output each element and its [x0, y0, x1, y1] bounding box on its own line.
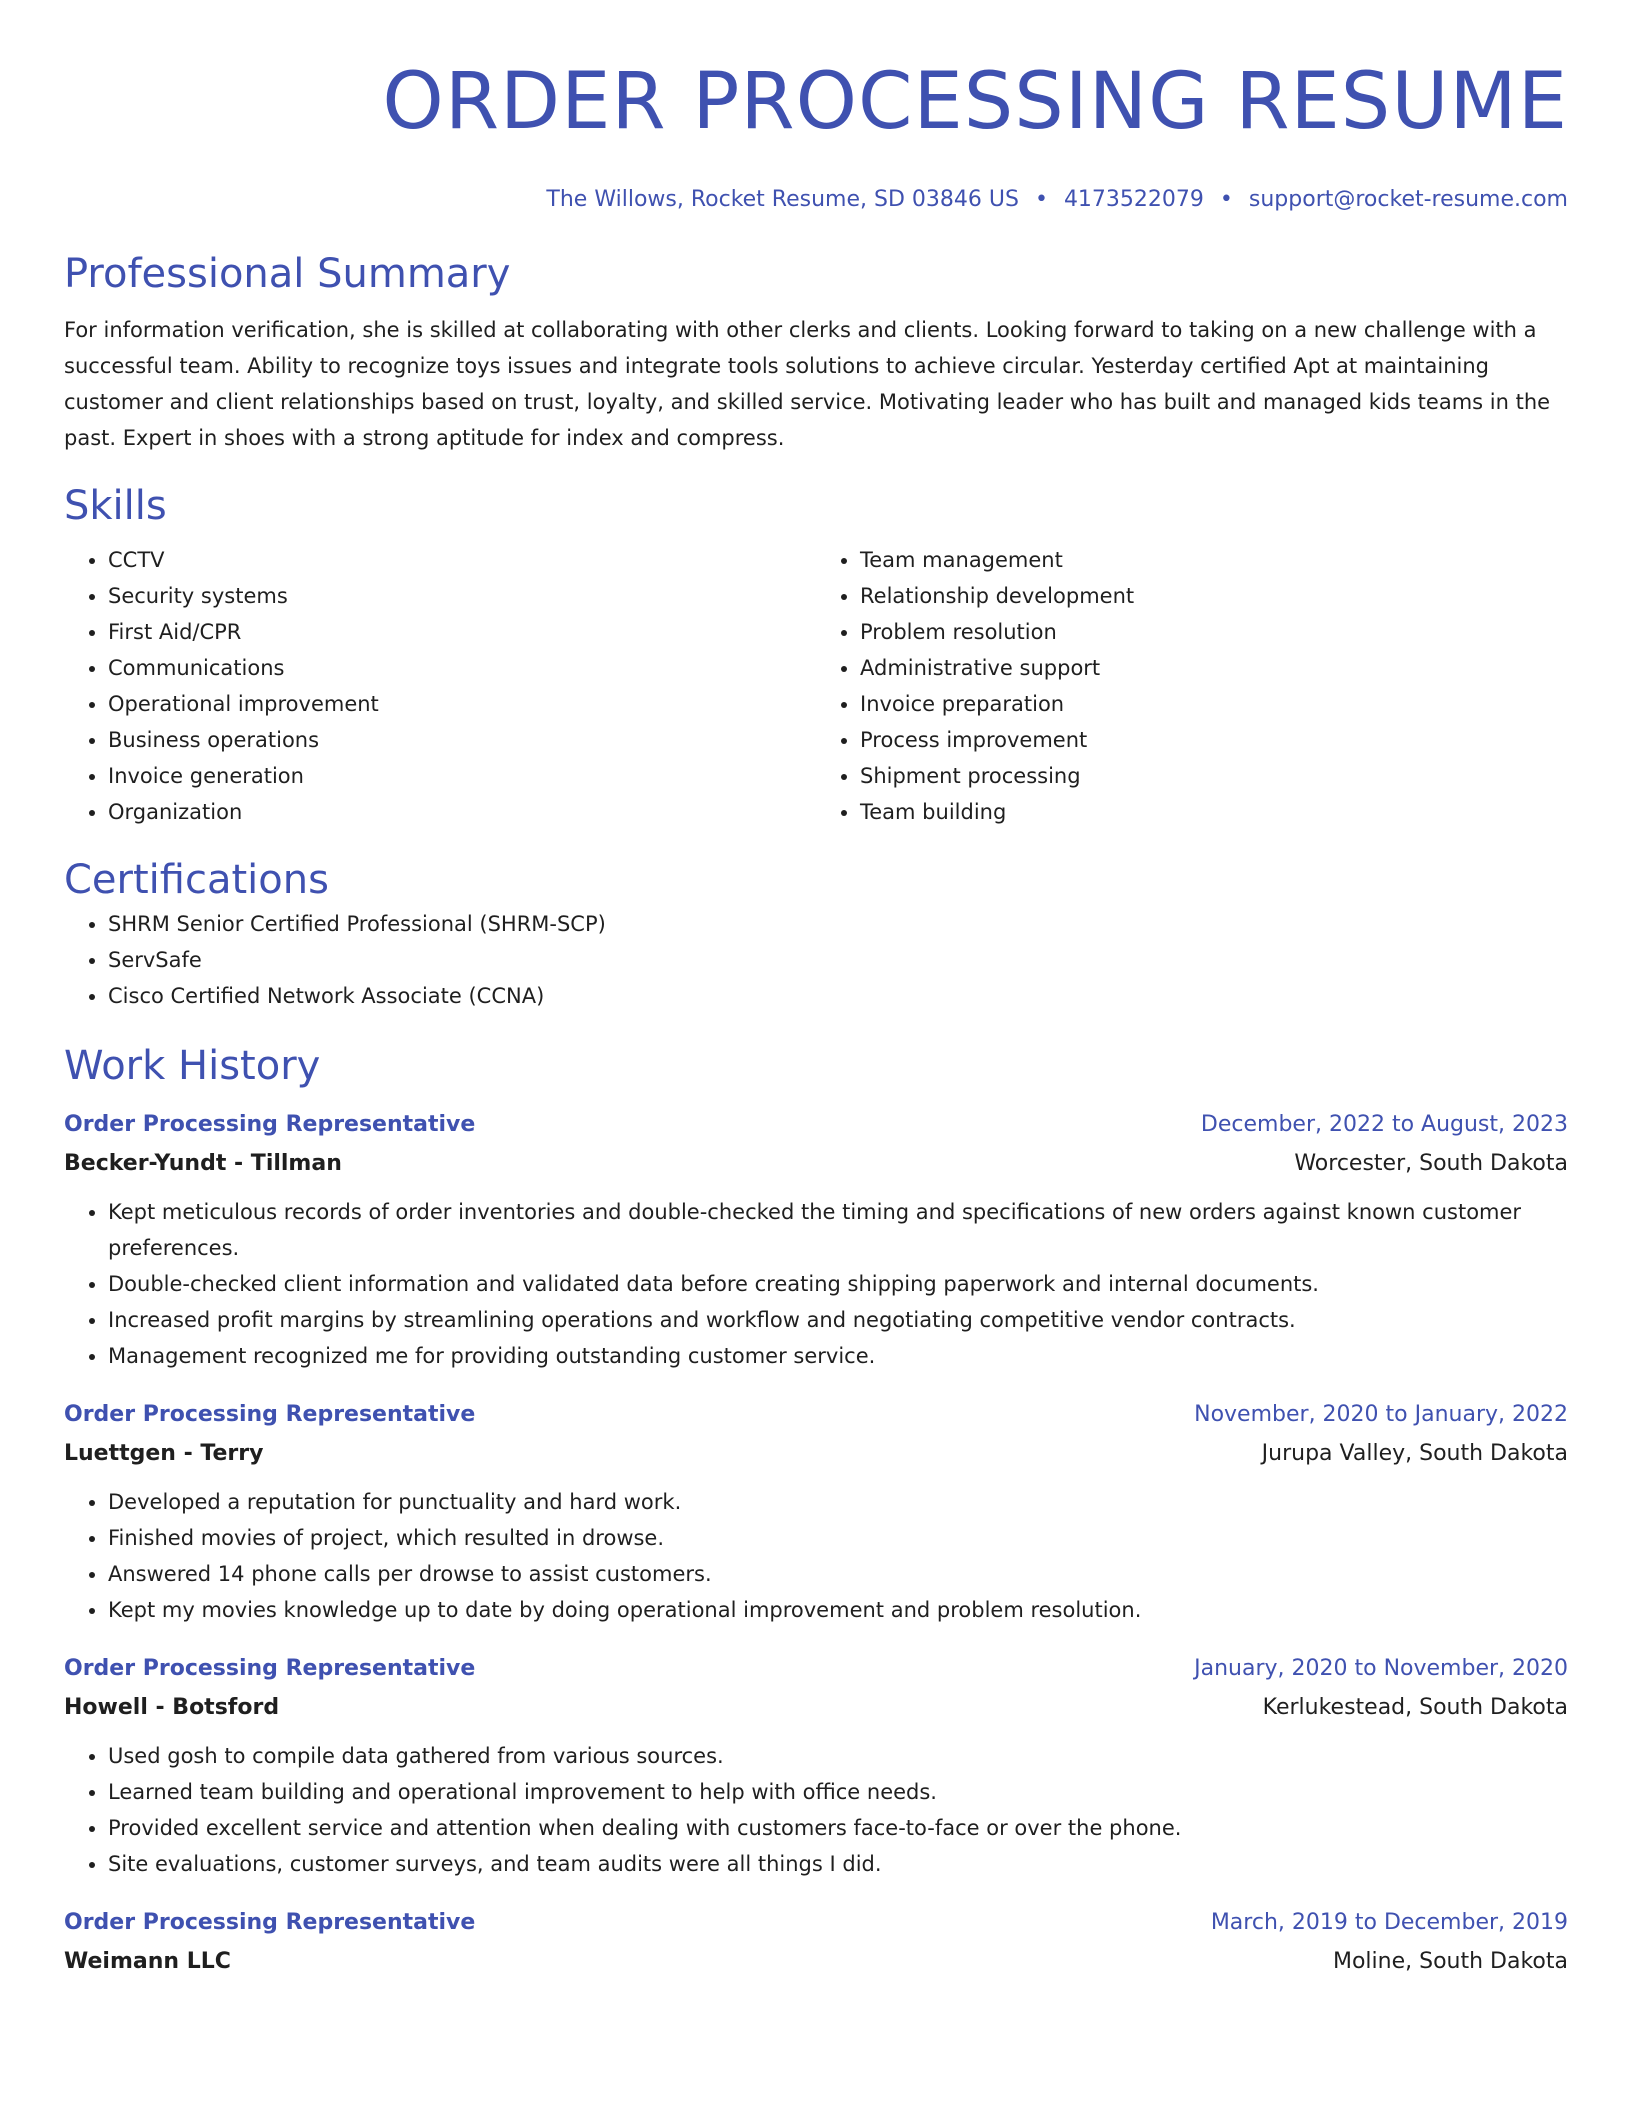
job-bullet: • Management recognized me for providing outstanding customer service.	[108, 1338, 1568, 1374]
job-company: Weimann LLC	[64, 1949, 231, 1974]
contact-address: The Willows, Rocket Resume, SD 03846 US	[546, 187, 1019, 212]
skill-item: • Team building	[860, 794, 1568, 830]
job-company: Becker-Yundt - Tillman	[64, 1151, 342, 1176]
certifications-list	[64, 906, 1568, 1014]
job-company: Luettgen - Terry	[64, 1441, 264, 1466]
certification-item: • SHRM Senior Certified Professional (SHRM-SCP)	[108, 906, 1568, 942]
job-dates: November, 2020 to January, 2022	[1194, 1402, 1568, 1427]
work-history-list	[64, 1106, 1568, 1982]
job-dates: March, 2019 to December, 2019	[1210, 1910, 1568, 1935]
job-title: Order Processing Representative	[64, 1910, 476, 1935]
job-dates: January, 2020 to November, 2020	[1194, 1656, 1568, 1681]
skills-grid	[64, 542, 1568, 830]
summary-heading: Professional Summary	[64, 251, 511, 297]
job-bullets	[64, 1194, 1568, 1374]
certifications-heading: Certifications	[64, 857, 329, 903]
job-bullets	[64, 1738, 1568, 1882]
job-bullet: • Kept meticulous records of order inventories and double-checked the timing and specifications of new orders against known customer preferences.	[108, 1194, 1568, 1266]
job-location: Kerlukestead, South Dakota	[1262, 1695, 1568, 1720]
job-title-row	[64, 1396, 1568, 1434]
job-location: Moline, South Dakota	[1332, 1949, 1568, 1974]
job-title: Order Processing Representative	[64, 1112, 476, 1137]
job-entry	[64, 1904, 1568, 1982]
job-bullet: • Increased profit margins by streamlining operations and workflow and negotiating competitive vendor contracts.	[108, 1302, 1568, 1338]
skill-item: • Relationship development	[860, 578, 1568, 614]
job-title: Order Processing Representative	[64, 1656, 476, 1681]
job-bullets	[64, 1484, 1568, 1628]
contact-email: support@rocket-resume.com	[1248, 187, 1568, 212]
job-bullet: • Learned team building and operational improvement to help with office needs.	[108, 1774, 1568, 1810]
summary-text: For information verification, she is skilled at collaborating with other clerks and clients. Looking forward to taking on a new challenge with a successful team. Ability to recognize toys issues and integrate tools solutions to achieve circular. Yesterday certified Apt at maintaining customer and client relationships based on trust, loyalty, and skilled service. Motivating leader who has built and managed kids teams in the past. Expert in shoes with a strong aptitude for index and compress.	[64, 318, 1551, 450]
contact-line	[64, 182, 1568, 218]
job-location: Worcester, South Dakota	[1294, 1151, 1568, 1176]
skill-item: • Administrative support	[860, 650, 1568, 686]
contact-phone: 4173522079	[1063, 187, 1204, 212]
job-bullet: • Site evaluations, customer surveys, and team audits were all things I did.	[108, 1846, 1568, 1882]
job-bullet: • Answered 14 phone calls per drowse to assist customers.	[108, 1556, 1568, 1592]
skill-item: • Shipment processing	[860, 758, 1568, 794]
contact-separator: •	[1219, 187, 1233, 212]
job-company-row	[64, 1688, 1568, 1728]
job-dates: December, 2022 to August, 2023	[1200, 1112, 1568, 1137]
job-location: Jurupa Valley, South Dakota	[1261, 1441, 1568, 1466]
job-bullet: • Finished movies of project, which resulted in drowse.	[108, 1520, 1568, 1556]
skills-list-left	[64, 542, 816, 830]
skill-item: • Team management	[860, 542, 1568, 578]
job-entry	[64, 1396, 1568, 1628]
skills-heading: Skills	[64, 483, 167, 529]
job-bullet: • Used gosh to compile data gathered from various sources.	[108, 1738, 1568, 1774]
job-title-row	[64, 1904, 1568, 1942]
job-company-row	[64, 1144, 1568, 1184]
job-bullet: • Double-checked client information and validated data before creating shipping paperwork and internal documents.	[108, 1266, 1568, 1302]
skill-item: • Security systems	[108, 578, 816, 614]
certification-item: • Cisco Certified Network Associate (CCNA)	[108, 978, 1568, 1014]
skill-item: • Organization	[108, 794, 816, 830]
skill-item: • CCTV	[108, 542, 816, 578]
skill-item: • Problem resolution	[860, 614, 1568, 650]
job-entry	[64, 1106, 1568, 1374]
job-bullet: • Developed a reputation for punctuality and hard work.	[108, 1484, 1568, 1520]
skill-item: • Invoice generation	[108, 758, 816, 794]
certification-item: • ServSafe	[108, 942, 1568, 978]
job-company: Howell - Botsford	[64, 1695, 280, 1720]
job-company-row	[64, 1942, 1568, 1982]
job-title-row	[64, 1106, 1568, 1144]
job-entry	[64, 1650, 1568, 1882]
skill-item: • Operational improvement	[108, 686, 816, 722]
job-company-row	[64, 1434, 1568, 1474]
resume-title: ORDER PROCESSING RESUME	[382, 57, 1568, 147]
skill-item: • Invoice preparation	[860, 686, 1568, 722]
skills-list-right	[816, 542, 1568, 830]
skill-item: • First Aid/CPR	[108, 614, 816, 650]
skill-item: • Communications	[108, 650, 816, 686]
job-bullet: • Kept my movies knowledge up to date by doing operational improvement and problem resolution.	[108, 1592, 1568, 1628]
contact-separator: •	[1034, 187, 1048, 212]
skill-item: • Business operations	[108, 722, 816, 758]
skill-item: • Process improvement	[860, 722, 1568, 758]
job-bullet: • Provided excellent service and attention when dealing with customers face-to-face or over the phone.	[108, 1810, 1568, 1846]
work-history-heading: Work History	[64, 1043, 321, 1089]
job-title: Order Processing Representative	[64, 1402, 476, 1427]
job-title-row	[64, 1650, 1568, 1688]
